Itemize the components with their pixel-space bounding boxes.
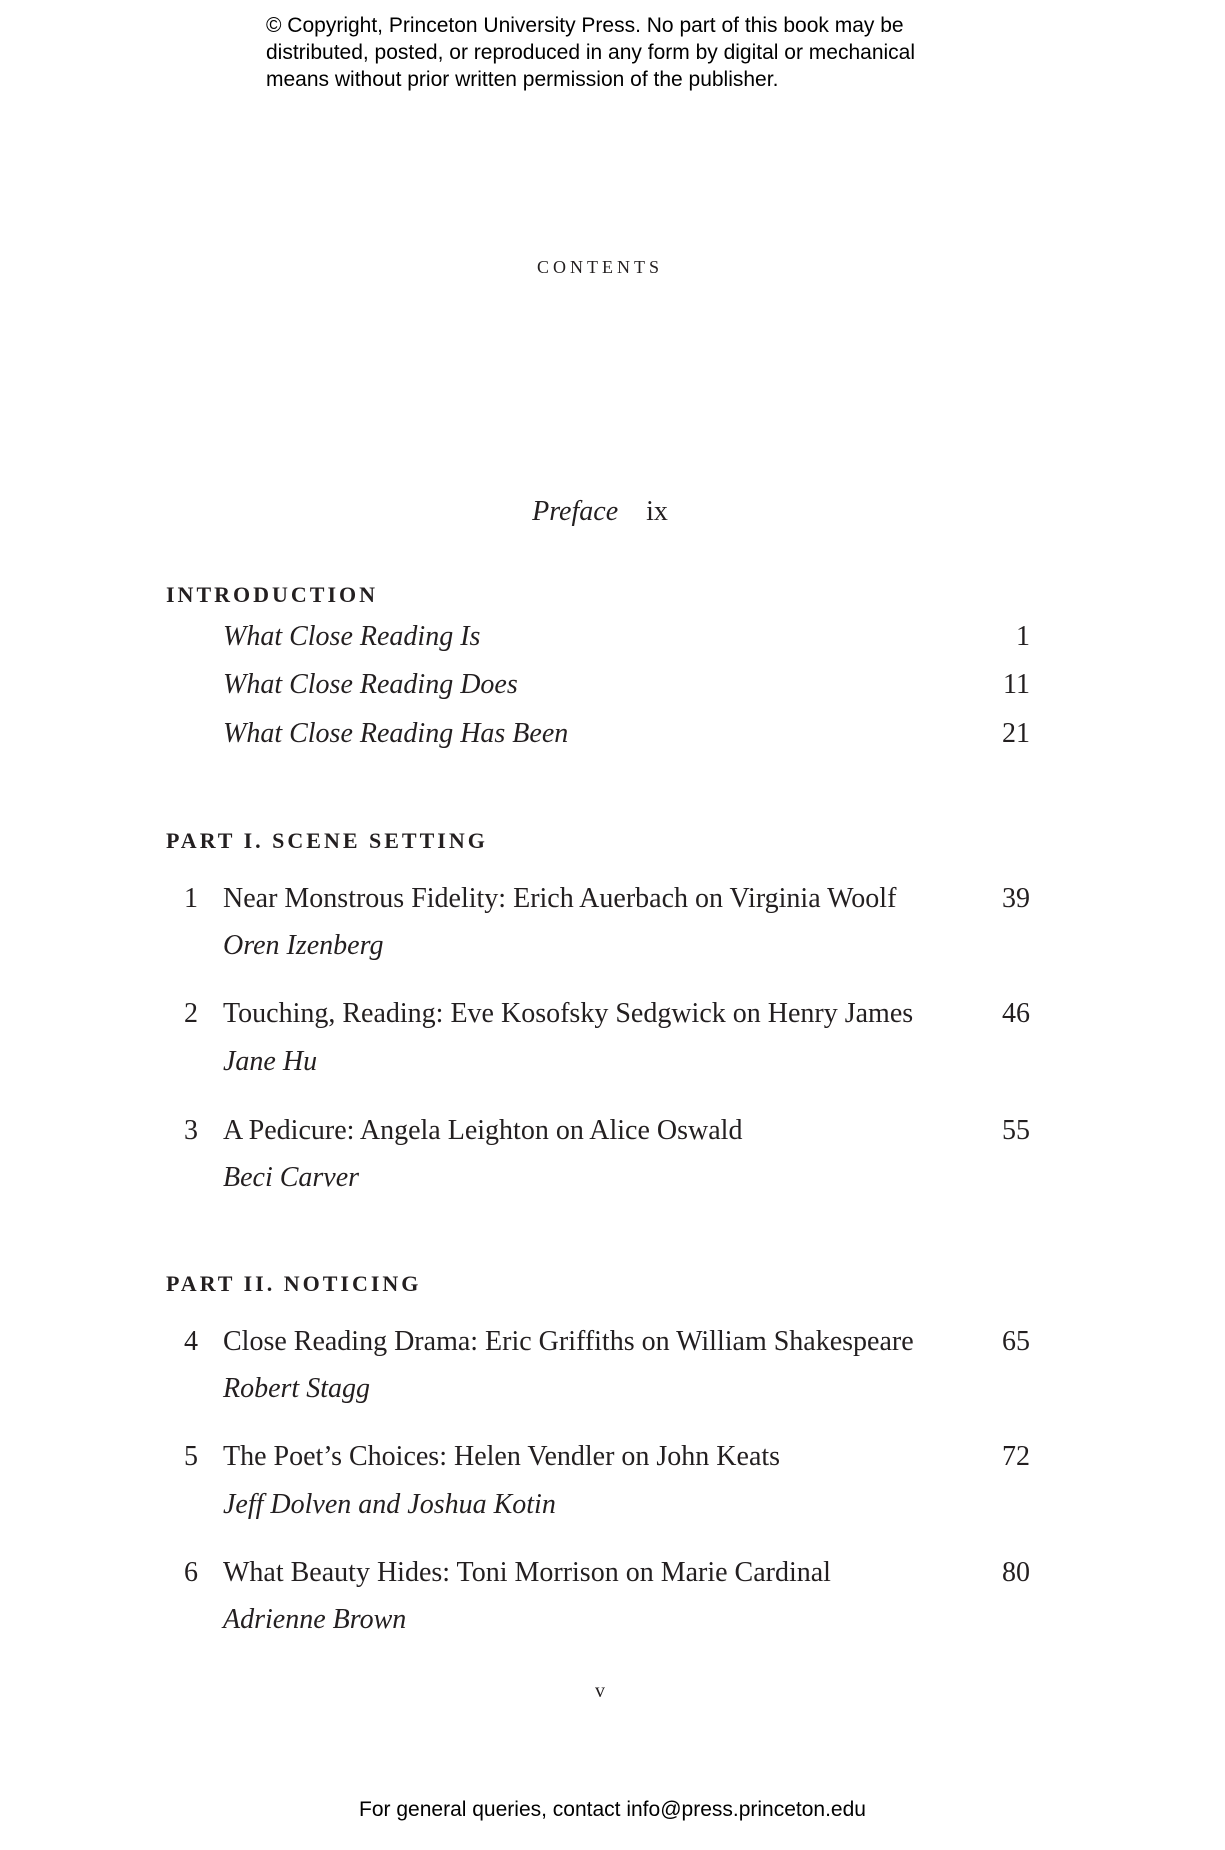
- section-heading-part-2: PART II. NOTICING: [166, 1271, 422, 1296]
- preface-page: ix: [646, 496, 668, 527]
- entry-page: 21: [1002, 718, 1030, 749]
- chapter-title: Near Monstrous Fidelity: Erich Auerbach on Virginia Woolf: [223, 883, 897, 914]
- toc-entry: [0, 669, 1225, 709]
- entry-page: 1: [1016, 621, 1030, 652]
- chapter-entry: [0, 1115, 1225, 1155]
- chapter-page: 55: [1002, 1115, 1030, 1146]
- chapter-author: Jeff Dolven and Joshua Kotin: [223, 1489, 556, 1520]
- chapter-title: A Pedicure: Angela Leighton on Alice Oswald: [223, 1115, 743, 1146]
- toc-entry: [0, 621, 1225, 661]
- chapter-page: 46: [1002, 998, 1030, 1029]
- copyright-line: means without prior written permission of the publisher.: [266, 68, 779, 91]
- chapter-author: Beci Carver: [223, 1162, 360, 1193]
- entry-title: What Close Reading Does: [223, 669, 518, 700]
- chapter-title: Close Reading Drama: Eric Griffiths on William Shakespeare: [223, 1326, 914, 1357]
- chapter-author: Robert Stagg: [223, 1373, 370, 1404]
- copyright-notice: [266, 12, 986, 93]
- chapter-entry: [0, 1557, 1225, 1597]
- chapter-number: 1: [184, 883, 198, 914]
- chapter-title: What Beauty Hides: Toni Morrison on Marie Cardinal: [223, 1557, 831, 1588]
- footer-contact: For general queries, contact info@press.princeton.edu: [359, 1798, 866, 1821]
- chapter-number: 5: [184, 1441, 198, 1472]
- page-title: contents: [537, 250, 663, 279]
- chapter-page: 80: [1002, 1557, 1030, 1588]
- chapter-author: Jane Hu: [223, 1046, 318, 1077]
- copyright-line: distributed, posted, or reproduced in any form by digital or mechanical: [266, 41, 916, 64]
- chapter-entry: [0, 883, 1225, 923]
- chapter-page: 39: [1002, 883, 1030, 914]
- entry-page: 11: [1003, 669, 1030, 700]
- chapter-title: Touching, Reading: Eve Kosofsky Sedgwick on Henry James: [223, 998, 914, 1029]
- chapter-number: 3: [184, 1115, 198, 1146]
- chapter-entry: [0, 998, 1225, 1038]
- chapter-entry: [0, 1326, 1225, 1366]
- copyright-line: © Copyright, Princeton University Press. No part of this book may be: [266, 14, 904, 37]
- section-heading-part-1: PART I. SCENE SETTING: [166, 828, 488, 853]
- chapter-entry: [0, 1441, 1225, 1481]
- chapter-author: Adrienne Brown: [223, 1604, 407, 1635]
- chapter-number: 6: [184, 1557, 198, 1588]
- chapter-title: The Poet’s Choices: Helen Vendler on John Keats: [223, 1441, 781, 1472]
- preface-entry: [0, 496, 1200, 528]
- preface-label: Preface: [532, 496, 619, 527]
- chapter-number: 4: [184, 1326, 198, 1357]
- toc-entry: [0, 718, 1225, 758]
- page-number: v: [595, 1680, 605, 1702]
- entry-title: What Close Reading Is: [223, 621, 481, 652]
- chapter-page: 72: [1002, 1441, 1030, 1472]
- section-heading-introduction: INTRODUCTION: [166, 582, 379, 607]
- chapter-page: 65: [1002, 1326, 1030, 1357]
- chapter-author: Oren Izenberg: [223, 930, 384, 961]
- chapter-number: 2: [184, 998, 198, 1029]
- entry-title: What Close Reading Has Been: [223, 718, 569, 749]
